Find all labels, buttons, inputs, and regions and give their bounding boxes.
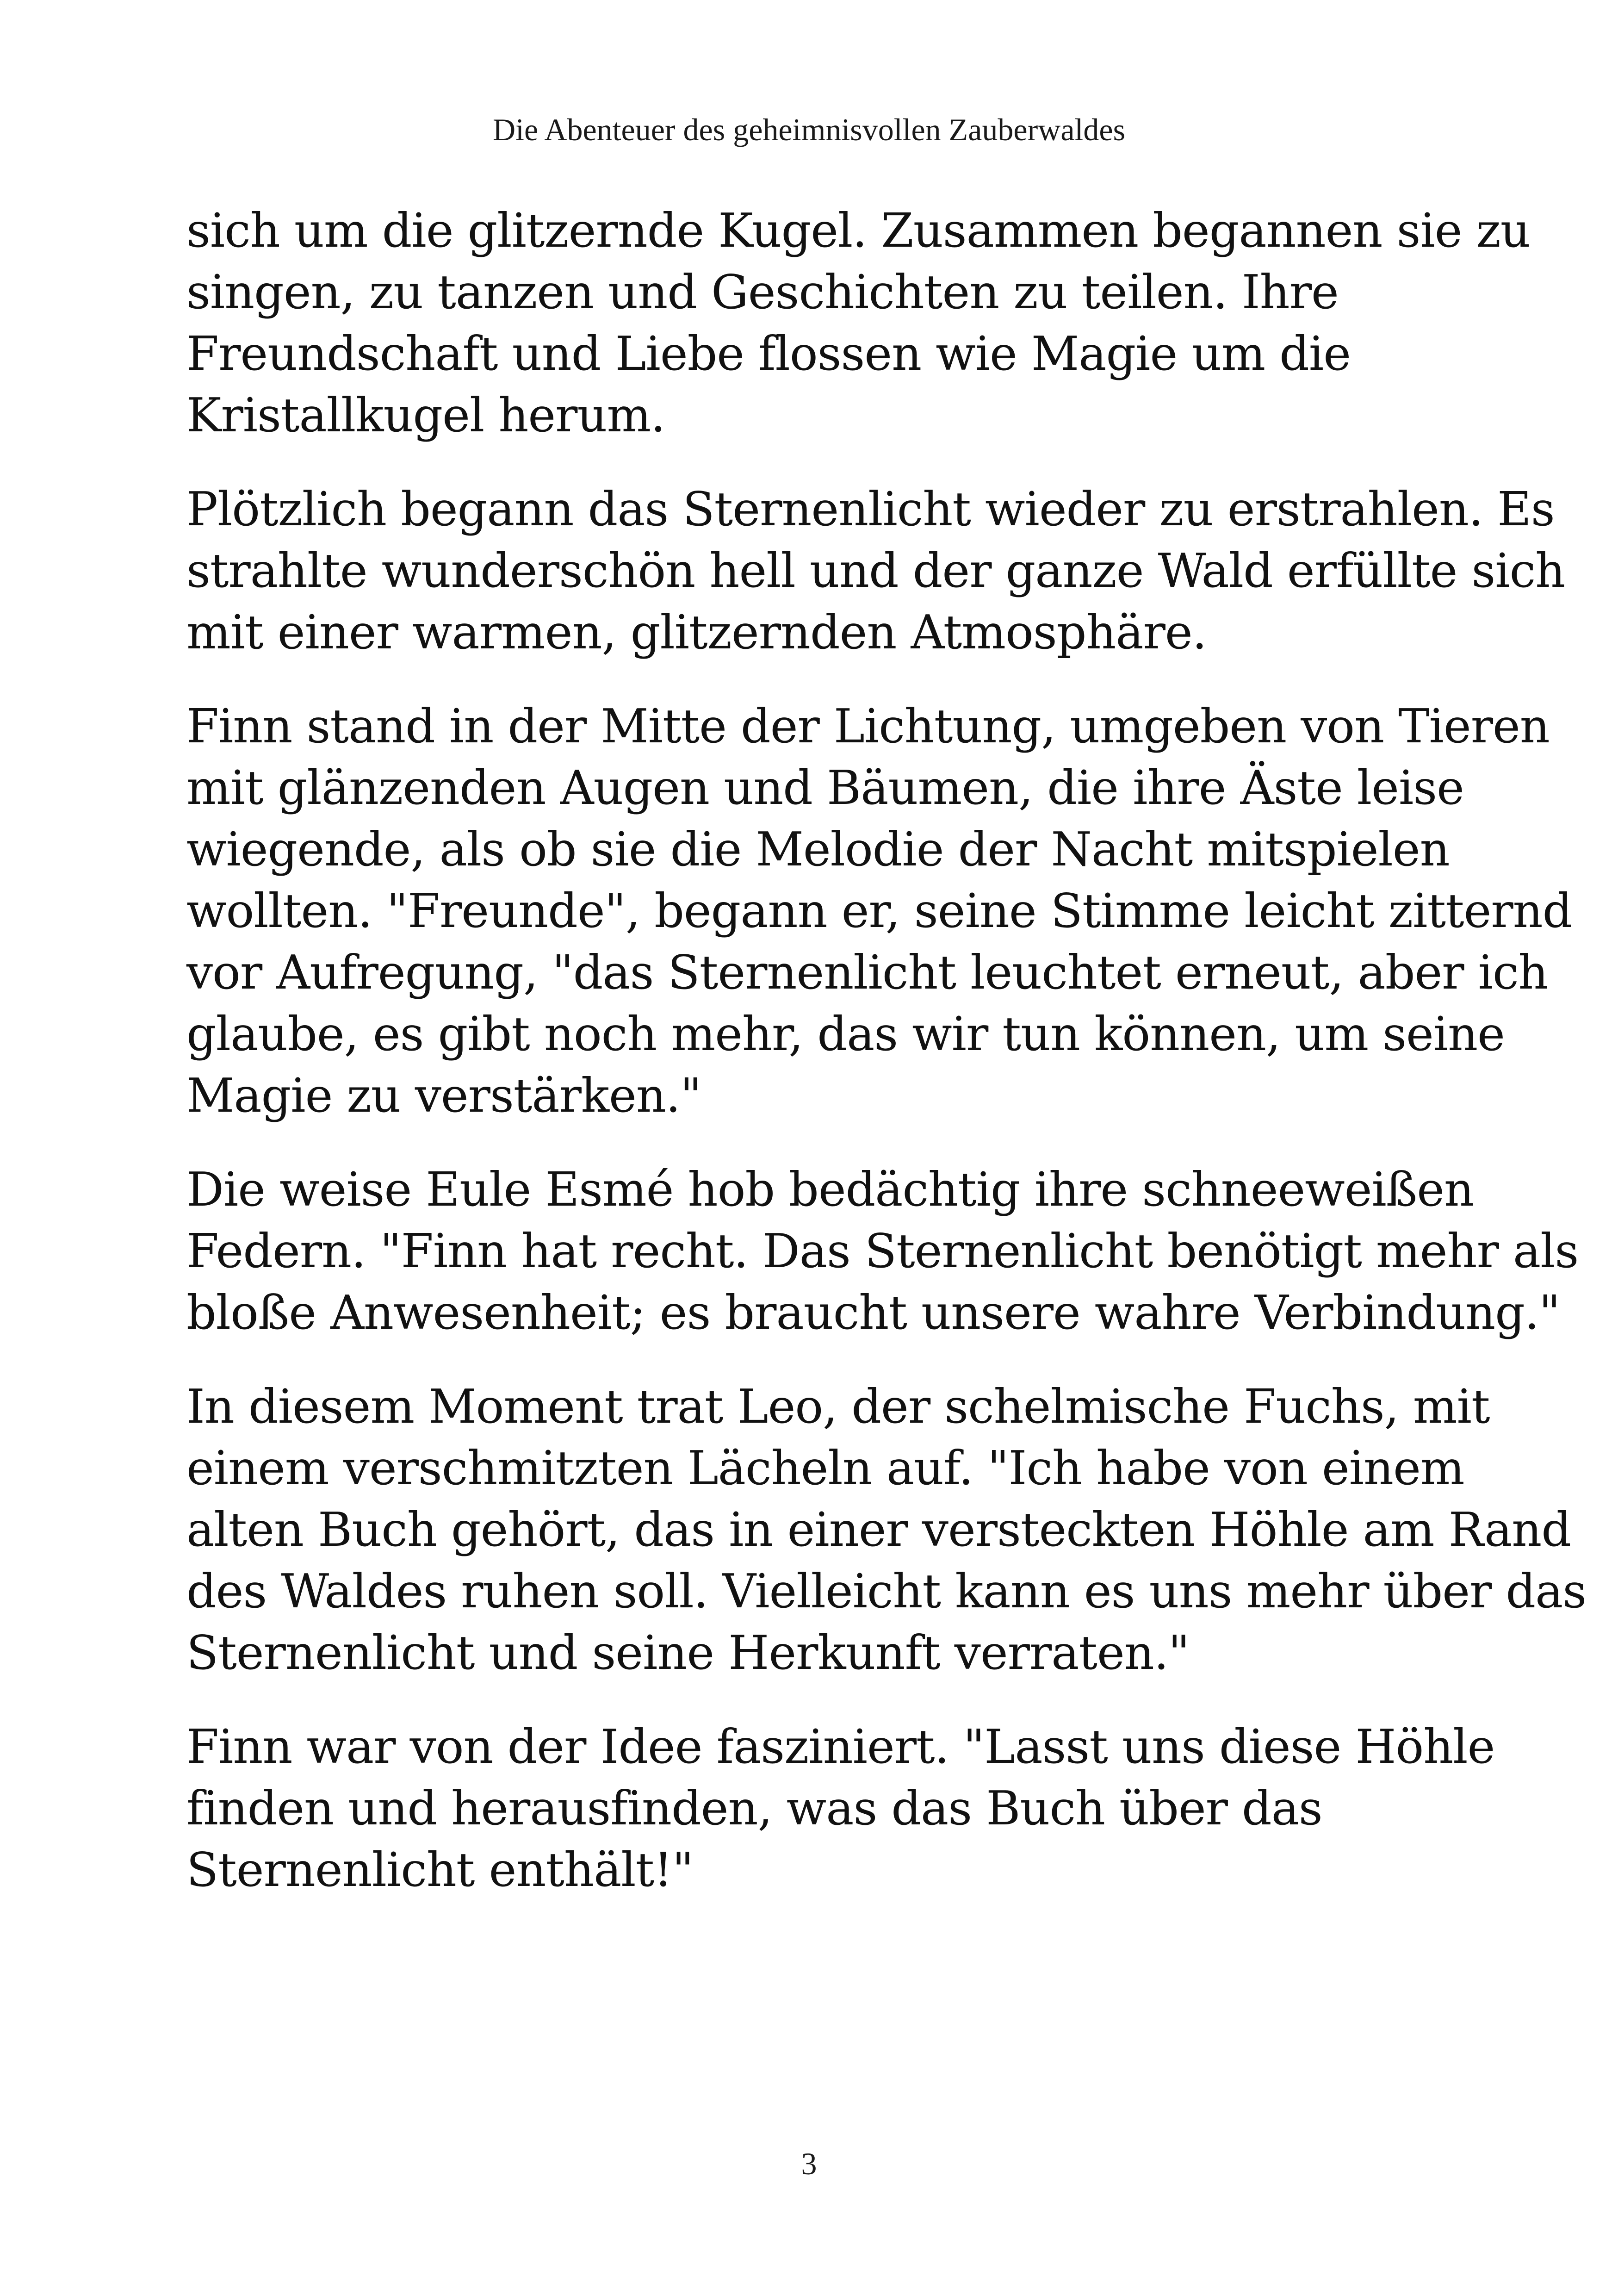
paragraph: [186, 1716, 1495, 1901]
text-line: Magie zu verstärken.": [186, 1068, 701, 1123]
text-line: Sternenlicht enthält!": [186, 1842, 694, 1897]
text-line: wollten. "Freunde", begann er, seine Stimme leicht zitternd: [186, 884, 1572, 938]
text-line: In diesem Moment trat Leo, der schelmische Fuchs, mit: [186, 1379, 1490, 1434]
paragraph: [186, 696, 1572, 1126]
paragraph: [186, 1376, 1587, 1684]
text-line: mit glänzenden Augen und Bäumen, die ihre Äste leise: [186, 760, 1464, 815]
text-line: einem verschmitzten Lächeln auf. "Ich habe von einem: [186, 1441, 1464, 1495]
text-line: Sternenlicht und seine Herkunft verraten.": [186, 1625, 1190, 1680]
text-line: Freundschaft und Liebe flossen wie Magie um die: [186, 326, 1351, 381]
text-line: des Waldes ruhen soll. Vielleicht kann es uns mehr über das: [186, 1564, 1587, 1618]
body-text: [186, 200, 1587, 1933]
text-line: wiegende, als ob sie die Melodie der Nacht mitspielen: [186, 822, 1450, 877]
page-number: 3: [801, 2146, 817, 2181]
text-line: sich um die glitzernde Kugel. Zusammen begannen sie zu: [186, 203, 1530, 258]
text-line: finden und herausfinden, was das Buch über das: [186, 1781, 1322, 1836]
running-header: Die Abenteuer des geheimnisvollen Zauberwaldes: [492, 112, 1126, 147]
text-line: glaube, es gibt noch mehr, das wir tun können, um seine: [186, 1007, 1505, 1061]
text-line: Finn war von der Idee fasziniert. "Lasst uns diese Höhle: [186, 1719, 1495, 1774]
text-line: alten Buch gehört, das in einer versteckten Höhle am Rand: [186, 1502, 1571, 1557]
text-line: bloße Anwesenheit; es braucht unsere wahre Verbindung.": [186, 1285, 1560, 1340]
text-line: Finn stand in der Mitte der Lichtung, umgeben von Tieren: [186, 699, 1550, 753]
text-line: Federn. "Finn hat recht. Das Sternenlicht benötigt mehr als: [186, 1224, 1579, 1278]
text-line: mit einer warmen, glitzernden Atmosphäre.: [186, 605, 1207, 660]
text-line: singen, zu tanzen und Geschichten zu teilen. Ihre: [186, 265, 1339, 319]
text-line: strahlte wunderschön hell und der ganze Wald erfüllte sich: [186, 543, 1565, 598]
paragraph: [186, 1159, 1579, 1344]
text-line: Plötzlich begann das Sternenlicht wieder zu erstrahlen. Es: [186, 482, 1555, 536]
text-line: Die weise Eule Esmé hob bedächtig ihre schneeweißen: [186, 1162, 1474, 1217]
text-line: Kristallkugel herum.: [186, 388, 665, 442]
paragraph: [186, 200, 1530, 446]
text-line: vor Aufregung, "das Sternenlicht leuchtet erneut, aber ich: [186, 945, 1548, 1000]
paragraph: [186, 479, 1565, 663]
